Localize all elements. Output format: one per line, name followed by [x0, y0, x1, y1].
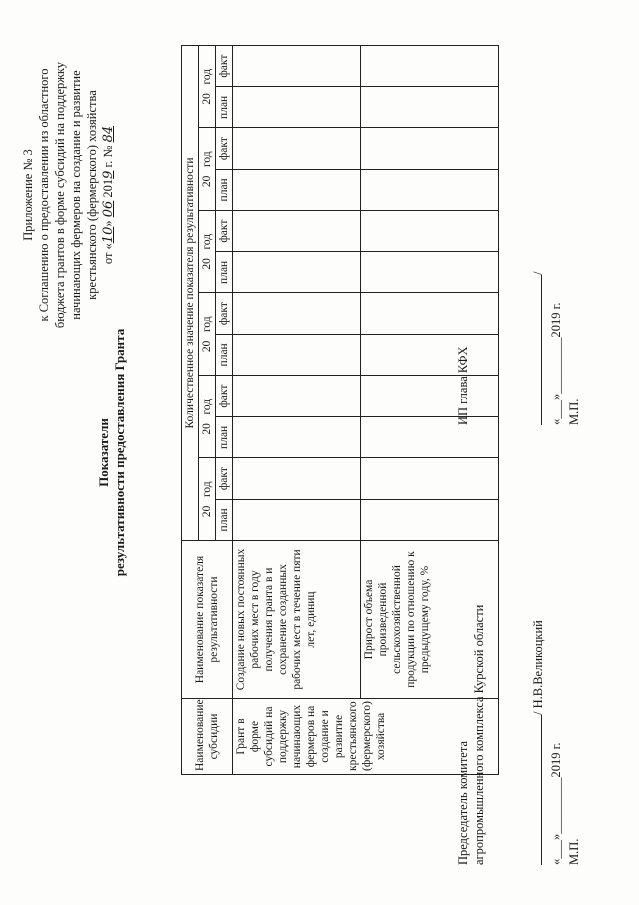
header-indicator: Наименование показателя результативности: [182, 541, 233, 699]
document-subtitle: результативности предоставления Гранта: [112, 328, 127, 577]
header-subsidy: Наименование субсидии: [182, 699, 233, 775]
left-stamp-place: М.П.: [567, 838, 581, 865]
year-cell: 20 год: [199, 458, 216, 541]
plan-cell: план: [216, 334, 233, 375]
value-cell: [361, 334, 499, 375]
value-cell: [361, 46, 499, 87]
indicators-table: [181, 45, 499, 775]
value-cell: [233, 87, 361, 128]
document-title: Показатели: [96, 418, 111, 487]
right-signatory-title: ИП глава КФХ: [456, 346, 470, 425]
value-cell: [361, 252, 499, 293]
value-cell: [233, 376, 361, 417]
annex-date-day: 10: [101, 226, 116, 244]
left-signatory-title: Председатель комитета агропромышленного комплекса Курской области: [456, 604, 486, 865]
table-row: [233, 46, 361, 775]
annex-number: Приложение № 3: [21, 149, 35, 241]
annex-line-3: бюджета грантов в форме субсидий на поддержку: [53, 61, 67, 329]
value-cell: [233, 417, 361, 458]
value-cell: [361, 293, 499, 334]
year-cell: 20 год: [199, 376, 216, 459]
right-signature-date: «___»_________2019 г.: [549, 302, 563, 425]
annex-date-month: 06: [101, 200, 116, 218]
value-cell: [233, 499, 361, 540]
annex-line-4: начинающих фермеров на создание и развитие: [69, 70, 83, 320]
fact-cell: факт: [216, 376, 233, 417]
value-cell: [361, 169, 499, 210]
header-quantitative: Количественное значение показателя результативности: [182, 46, 199, 541]
indicator-cell: Прирост объема произведенной сельскохозяйственной продукции по отношению к предыдущему году, %: [361, 541, 499, 699]
right-stamp-place: М.П.: [567, 398, 581, 425]
value-cell: [361, 87, 499, 128]
fact-cell: факт: [216, 458, 233, 499]
year-cell: 20 год: [199, 128, 216, 211]
annex-line-2: к Соглашению о предоставлении из областного: [37, 68, 51, 322]
fact-cell: факт: [216, 293, 233, 334]
value-cell: [361, 211, 499, 252]
plan-cell: план: [216, 499, 233, 540]
value-cell: [361, 499, 499, 540]
annex-number-handwritten: 84: [101, 125, 116, 143]
value-cell: [361, 417, 499, 458]
annex-date-line: от «10» 06 2019 г. № 84: [101, 125, 116, 265]
subsidy-name-cell: Грант в форме субсидий на поддержку начинающих фермеров на создание и развитие крестьянского (фермерского) хозяйства: [233, 699, 499, 775]
value-cell: [361, 458, 499, 499]
value-cell: [361, 128, 499, 169]
value-cell: [361, 376, 499, 417]
year-cell: 20 год: [199, 293, 216, 376]
left-signature-line: / Н.В.Великоцкий: [530, 620, 546, 865]
plan-cell: план: [216, 252, 233, 293]
annex-date-year-digit: 9: [101, 170, 116, 179]
plan-cell: план: [216, 417, 233, 458]
year-cell: 20 год: [199, 211, 216, 294]
value-cell: [233, 211, 361, 252]
right-signature-line: /: [530, 272, 546, 425]
value-cell: [233, 252, 361, 293]
year-cell: 20 год: [199, 46, 216, 129]
fact-cell: факт: [216, 46, 233, 87]
plan-cell: план: [216, 87, 233, 128]
left-signature-date: «___»_________2019 г.: [549, 742, 563, 865]
fact-cell: факт: [216, 128, 233, 169]
fact-cell: факт: [216, 211, 233, 252]
value-cell: [233, 169, 361, 210]
indicator-cell: Создание новых постоянных рабочих мест в году получения гранта в и сохранение созданных рабочих мест в течение пяти лет, единиц: [233, 541, 361, 699]
value-cell: [233, 128, 361, 169]
annex-line-5: крестьянского (фермерского) хозяйства: [85, 90, 99, 300]
plan-cell: план: [216, 169, 233, 210]
value-cell: [233, 46, 361, 87]
table-header-row-1: [182, 46, 199, 775]
value-cell: [233, 334, 361, 375]
value-cell: [233, 293, 361, 334]
value-cell: [233, 458, 361, 499]
